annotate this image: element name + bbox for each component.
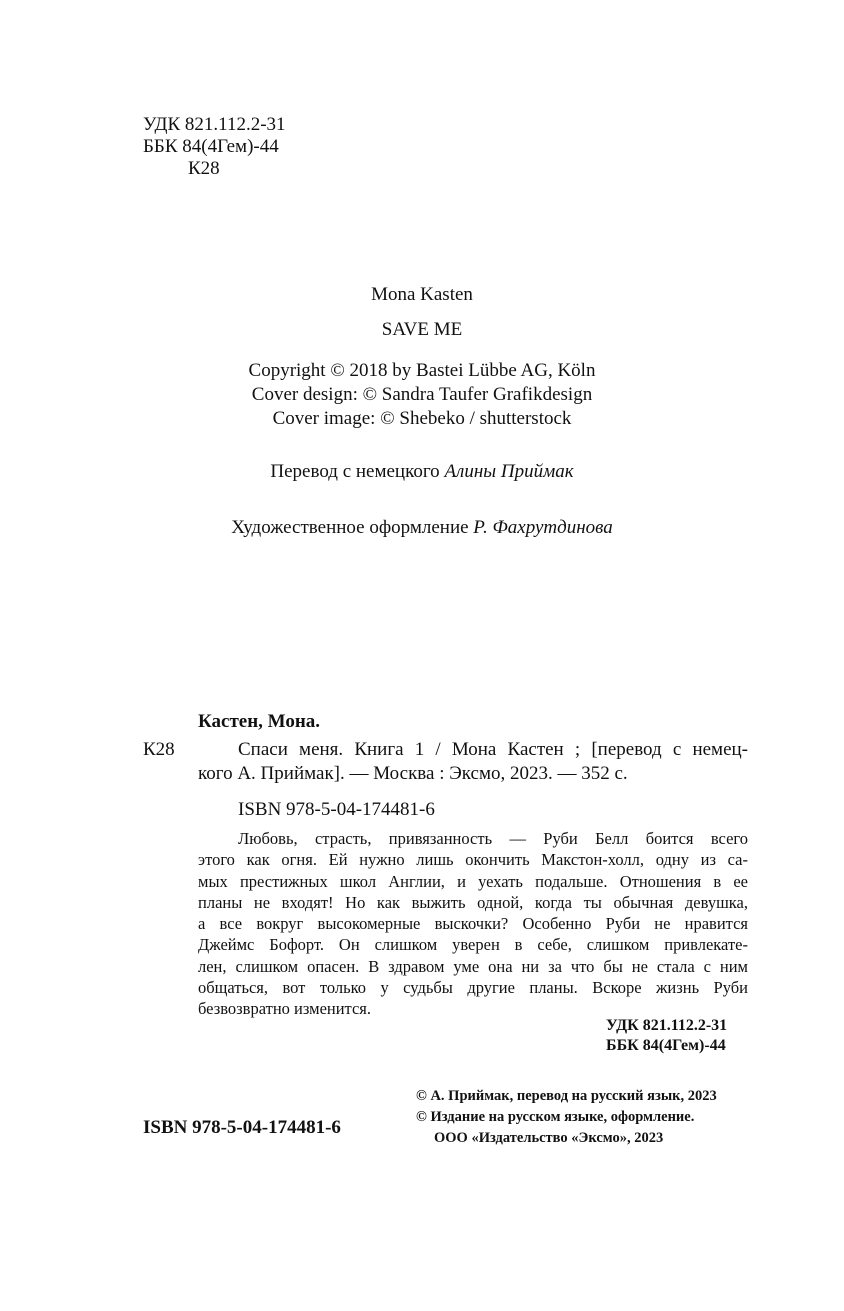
catalog-description-line: Спаси меня. Книга 1 / Мона Кастен ; [перевод с немец- bbox=[238, 739, 748, 760]
catalog-author-heading: Кастен, Мона. bbox=[198, 711, 321, 732]
catalog-author-mark: К28 bbox=[143, 739, 175, 760]
annotation-line: мых престижных школ Англии, и уехать подальше. Отношения в ее bbox=[198, 871, 748, 891]
rights-line: ООО «Издательство «Эксмо», 2023 bbox=[434, 1130, 664, 1146]
annotation-line: этого как огня. Ей нужно лишь окончить Макстон-холл, одну из са- bbox=[198, 850, 748, 870]
rights-block bbox=[416, 1086, 717, 1149]
annotation-line: Любовь, страсть, привязанность — Руби Белл боится всего bbox=[238, 829, 748, 848]
annotation-line: планы не входят! Но как выжить одной, когда ты обычная девушка, bbox=[198, 892, 748, 912]
design-label: Художественное оформление bbox=[231, 517, 474, 538]
rights-line: © А. Приймак, перевод на русский язык, 2023 bbox=[416, 1088, 717, 1104]
annotation-line: безвозвратно изменится. bbox=[198, 999, 372, 1019]
design-credit bbox=[0, 516, 844, 539]
copyright-line: Cover image: © Shebeko / shutterstock bbox=[272, 408, 572, 429]
author-mark: К28 bbox=[188, 158, 220, 179]
copyright-line: Copyright © 2018 by Bastei Lübbe AG, Köln bbox=[248, 360, 596, 381]
rights-line: © Издание на русском языке, оформление. bbox=[416, 1109, 695, 1125]
annotation bbox=[198, 828, 748, 1020]
isbn-number: ISBN 978-5-04-174481-6 bbox=[143, 1117, 341, 1138]
catalog-bbk: ББК 84(4Гем)-44 bbox=[606, 1037, 726, 1054]
annotation-line: Джеймс Бофорт. Он слишком уверен в себе, слишком привлекате- bbox=[198, 935, 748, 955]
original-author: Mona Kasten bbox=[371, 284, 473, 305]
catalog-isbn: ISBN 978-5-04-174481-6 bbox=[238, 799, 435, 820]
bbk-code: ББК 84(4Гем)-44 bbox=[143, 136, 279, 157]
original-title: SAVE ME bbox=[381, 319, 463, 340]
copyright-block bbox=[0, 359, 844, 431]
annotation-line: лен, слишком опасен. В здравом уме она ни за что бы не стала с ним bbox=[198, 956, 748, 976]
translation-label: Перевод с немецкого bbox=[270, 461, 445, 482]
catalog-description-line: кого А. Приймак]. — Москва : Эксмо, 2023. — 352 с. bbox=[198, 763, 628, 784]
catalog-udk: УДК 821.112.2-31 bbox=[606, 1017, 728, 1034]
copyright-line: Cover design: © Sandra Taufer Grafikdesign bbox=[251, 384, 593, 405]
udk-code: УДК 821.112.2-31 bbox=[143, 114, 286, 135]
annotation-line: общаться, вот только у судьбы другие планы. Вскоре жизнь Руби bbox=[198, 978, 748, 998]
translator-name: Алины Приймак bbox=[444, 461, 574, 482]
translation-credit bbox=[0, 460, 844, 483]
designer-name: Р. Фахрутдинова bbox=[473, 517, 613, 538]
annotation-line: а все вокруг высокомерные выскочки? Особенно Руби не нравится bbox=[198, 914, 748, 934]
